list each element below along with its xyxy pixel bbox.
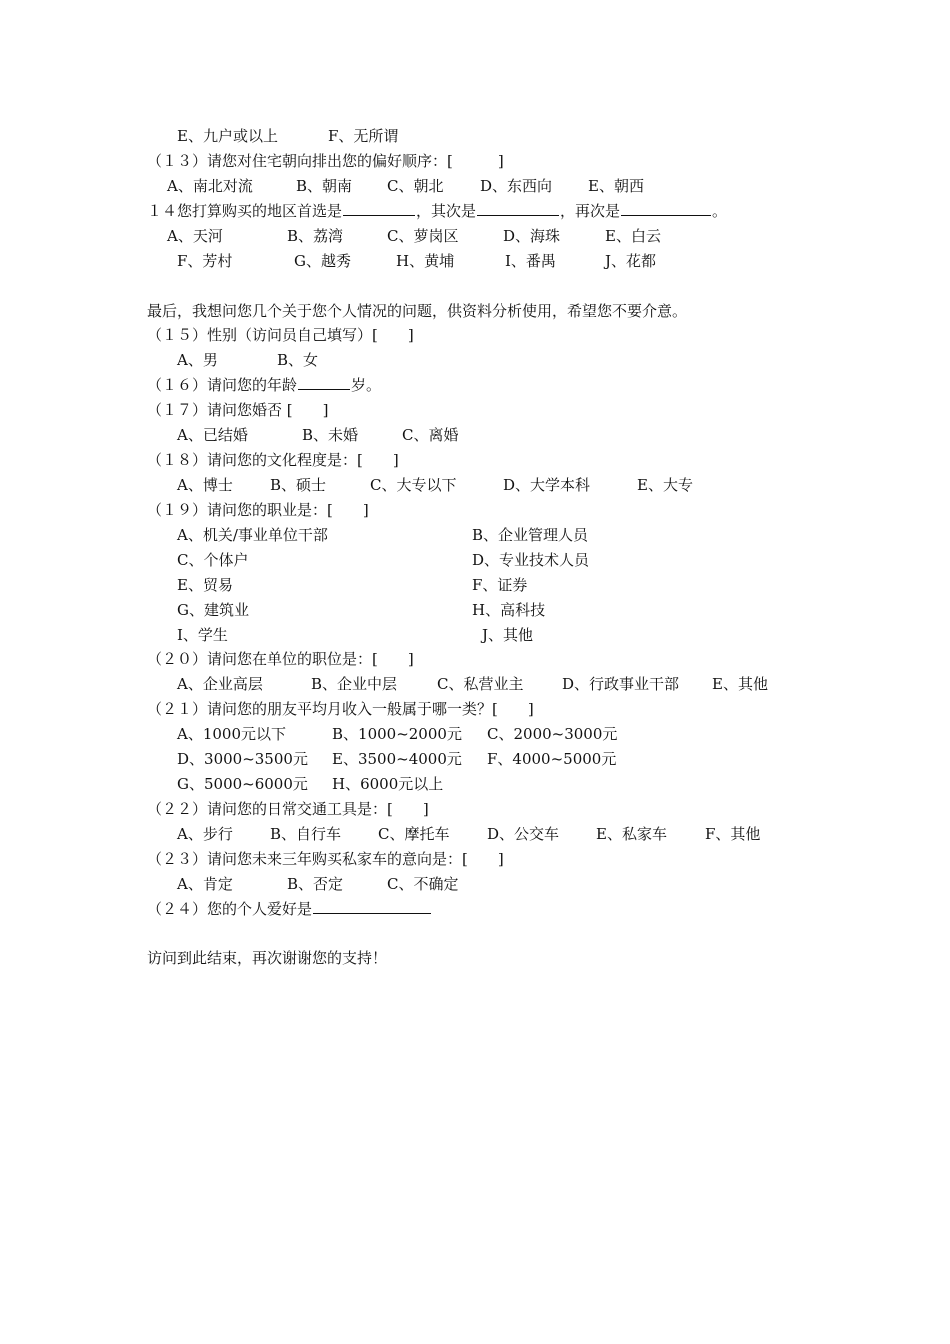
option-q18-e[interactable]: E、大专	[637, 476, 693, 494]
q13-options-row	[0, 175, 950, 197]
option-q23-a[interactable]: A、肯定	[177, 875, 233, 893]
option-q14-h[interactable]: H、黄埔	[396, 252, 455, 270]
option-q14-j[interactable]: J、花都	[605, 252, 657, 270]
option-q14-c[interactable]: C、萝岗区	[387, 227, 459, 245]
option-q14-i[interactable]: I、番禺	[505, 252, 556, 270]
option-q22-d[interactable]: D、公交车	[487, 825, 560, 843]
q20-options-row	[0, 673, 950, 695]
option-q14-b[interactable]: B、荔湾	[287, 227, 344, 245]
q22-options-row	[0, 823, 950, 845]
option-q23-c[interactable]: C、不确定	[387, 875, 459, 893]
option-q19-g[interactable]: G、建筑业	[177, 601, 249, 619]
option-q21-h[interactable]: H、6000元以上	[332, 775, 444, 793]
q21-options-row-3	[0, 773, 950, 795]
q23-options-row	[0, 873, 950, 895]
option-q22-f[interactable]: F、其他	[705, 825, 761, 843]
option-q19-a[interactable]: A、机关/事业单位干部	[177, 526, 328, 544]
option-q20-e[interactable]: E、其他	[712, 675, 768, 693]
question-13-label: （１３）请您对住宅朝向排出您的偏好顺序：[ ]	[147, 152, 504, 170]
question-14-label: １４您打算购买的地区首选是 ，其次是 ，再次是 。	[147, 202, 728, 220]
option-q14-f[interactable]: F、芳村	[177, 252, 233, 270]
option-q14-e[interactable]: E、白云	[605, 227, 661, 245]
option-q17-b[interactable]: B、未婚	[302, 426, 359, 444]
question-17-label: （１７）请问您婚否 [ ]	[147, 401, 329, 419]
q12-options-row	[0, 125, 950, 147]
q14-first-choice-blank[interactable]	[343, 200, 415, 216]
option-q20-c[interactable]: C、私营业主	[437, 675, 524, 693]
option-q21-b[interactable]: B、1000~2000元	[332, 725, 462, 743]
q14-second-choice-blank[interactable]	[477, 200, 559, 216]
option-q18-b[interactable]: B、硕士	[270, 476, 327, 494]
option-q19-i[interactable]: I、学生	[177, 626, 228, 644]
q19-options-row-4	[0, 599, 950, 621]
question-24-label: （２４）您的个人爱好是	[0, 898, 950, 920]
question-15-label: （１５）性别（访问员自己填写）[ ]	[147, 326, 414, 344]
q14-options-row-2	[0, 250, 950, 272]
q14-third-choice-blank[interactable]	[621, 200, 711, 216]
option-q22-e[interactable]: E、私家车	[596, 825, 667, 843]
option-q12-f[interactable]: F、无所谓	[328, 127, 399, 145]
option-q18-c[interactable]: C、大专以下	[370, 476, 457, 494]
option-q13-c[interactable]: C、朝北	[387, 177, 444, 195]
option-q20-a[interactable]: A、企业高层	[177, 675, 263, 693]
option-q14-d[interactable]: D、海珠	[503, 227, 561, 245]
option-q21-e[interactable]: E、3500~4000元	[332, 750, 462, 768]
option-q19-d[interactable]: D、专业技术人员	[472, 551, 590, 569]
q17-options-row	[0, 424, 950, 446]
question-21-label: （２１）请问您的朋友平均月收入一般属于哪一类？[ ]	[147, 700, 534, 718]
q21-options-row-2	[0, 748, 950, 770]
q18-options-row	[0, 474, 950, 496]
option-q22-c[interactable]: C、摩托车	[378, 825, 450, 843]
option-q21-g[interactable]: G、5000~6000元	[177, 775, 308, 793]
question-20-label: （２０）请问您在单位的职位是：[ ]	[147, 650, 414, 668]
q16-age-blank[interactable]	[298, 374, 350, 390]
personal-info-intro: 最后，我想问您几个关于您个人情况的问题，供资料分析使用，希望您不要介意。	[147, 302, 688, 320]
option-q13-b[interactable]: B、朝南	[296, 177, 353, 195]
option-q15-a[interactable]: A、男	[177, 351, 218, 369]
option-q21-d[interactable]: D、3000~3500元	[177, 750, 308, 768]
option-q17-a[interactable]: A、已结婚	[177, 426, 248, 444]
option-q20-d[interactable]: D、行政事业干部	[562, 675, 680, 693]
option-q19-j[interactable]: J、其他	[482, 626, 534, 644]
option-q20-b[interactable]: B、企业中层	[311, 675, 398, 693]
option-q21-c[interactable]: C、2000~3000元	[487, 725, 618, 743]
option-q21-a[interactable]: A、1000元以下	[177, 725, 287, 743]
q14-options-row-1	[0, 225, 950, 247]
option-q19-e[interactable]: E、贸易	[177, 576, 233, 594]
option-q13-d[interactable]: D、东西向	[480, 177, 553, 195]
q21-options-row-1	[0, 723, 950, 745]
q24-hobby-blank[interactable]	[313, 898, 431, 914]
option-q13-e[interactable]: E、朝西	[588, 177, 644, 195]
q19-options-row-2	[0, 549, 950, 571]
option-q19-c[interactable]: C、个体户	[177, 551, 249, 569]
option-q18-d[interactable]: D、大学本科	[503, 476, 591, 494]
q15-options-row	[0, 349, 950, 371]
option-q19-b[interactable]: B、企业管理人员	[472, 526, 589, 544]
option-q23-b[interactable]: B、否定	[287, 875, 344, 893]
question-23-label: （２３）请问您未来三年购买私家车的意向是：[ ]	[147, 850, 504, 868]
question-16-label: （１６）请问您的年龄 岁。	[147, 376, 382, 394]
option-q17-c[interactable]: C、离婚	[402, 426, 459, 444]
q19-options-row-1	[0, 524, 950, 546]
question-22-label: （２２）请问您的日常交通工具是：[ ]	[147, 800, 429, 818]
option-q19-h[interactable]: H、高科技	[472, 601, 546, 619]
option-q22-a[interactable]: A、步行	[177, 825, 233, 843]
option-q12-e[interactable]: E、九户或以上	[177, 127, 278, 145]
closing-text: 访问到此结束，再次谢谢您的支持！	[147, 949, 388, 967]
option-q14-g[interactable]: G、越秀	[294, 252, 351, 270]
question-19-label: （１９）请问您的职业是：[ ]	[147, 501, 369, 519]
option-q14-a[interactable]: A、天河	[167, 227, 223, 245]
option-q18-a[interactable]: A、博士	[177, 476, 233, 494]
option-q22-b[interactable]: B、自行车	[270, 825, 342, 843]
option-q15-b[interactable]: B、女	[277, 351, 319, 369]
q19-options-row-3	[0, 574, 950, 596]
option-q19-f[interactable]: F、证券	[472, 576, 528, 594]
option-q13-a[interactable]: A、南北对流	[167, 177, 253, 195]
option-q21-f[interactable]: F、4000~5000元	[487, 750, 617, 768]
question-18-label: （１８）请问您的文化程度是：[ ]	[147, 451, 399, 469]
q19-options-row-5	[0, 624, 950, 646]
